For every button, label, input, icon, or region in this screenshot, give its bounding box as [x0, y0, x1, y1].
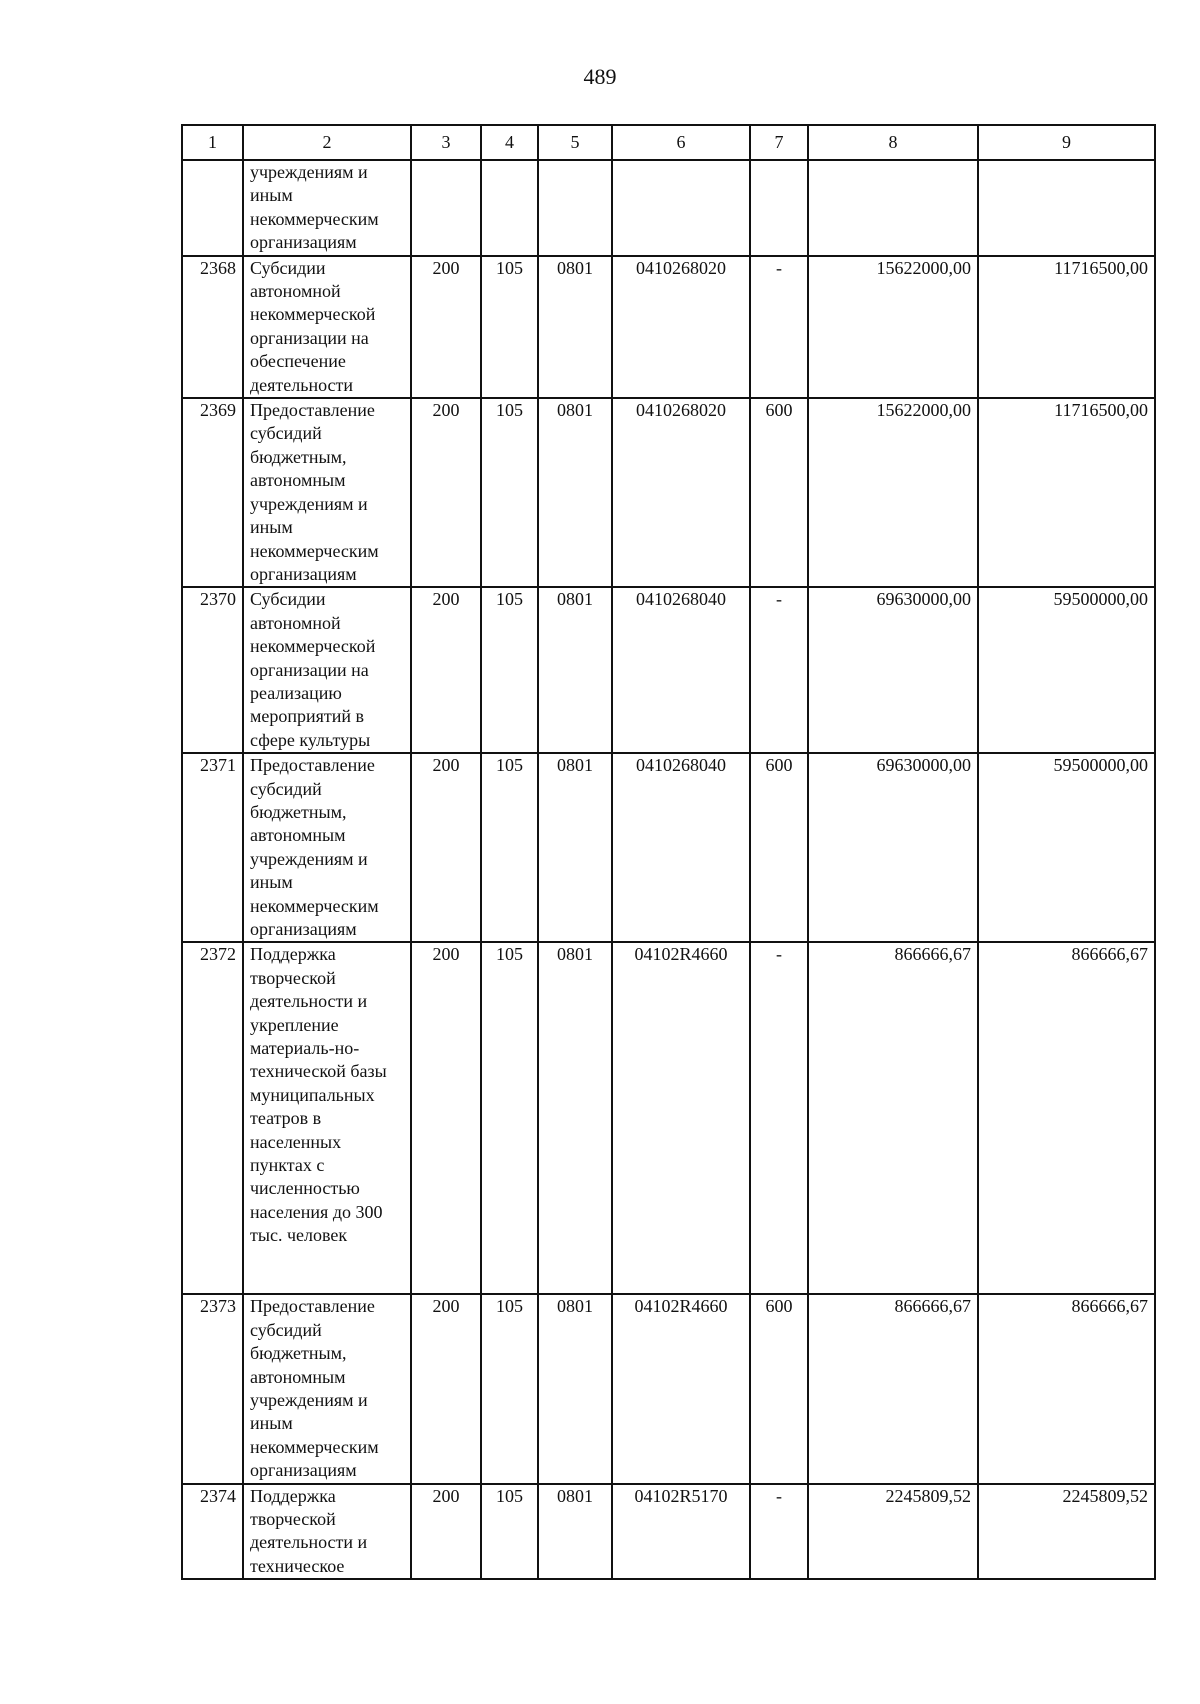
- amount-cell: 69630000,00: [808, 753, 978, 942]
- code-cell: 0801: [538, 587, 612, 753]
- table-body: [182, 160, 1155, 1579]
- code-cell: 105: [481, 587, 538, 753]
- code-cell: 04102R4660: [612, 1294, 750, 1483]
- code-cell: [538, 160, 612, 256]
- amount-cell: 2245809,52: [808, 1484, 978, 1580]
- header-cell: 8: [808, 125, 978, 160]
- code-cell: [612, 160, 750, 256]
- header-cell: 5: [538, 125, 612, 160]
- header-cell: 4: [481, 125, 538, 160]
- code-cell: -: [750, 942, 808, 1294]
- code-cell: -: [750, 587, 808, 753]
- amount-cell: 11716500,00: [978, 398, 1155, 587]
- description-cell: Субсидии автономной некоммерческой организации на обеспечение деятельности: [243, 256, 411, 398]
- header-cell: 1: [182, 125, 243, 160]
- header-cell: 3: [411, 125, 481, 160]
- code-cell: 0801: [538, 1484, 612, 1580]
- table-row: [182, 753, 1155, 942]
- page-number: 489: [583, 64, 617, 89]
- table-row: [182, 256, 1155, 398]
- description-cell: Предоставление субсидий бюджетным, автономным учреждениям и иным некоммерческим организациям: [243, 753, 411, 942]
- code-cell: 105: [481, 1484, 538, 1580]
- header-cell: 7: [750, 125, 808, 160]
- code-cell: 600: [750, 1294, 808, 1483]
- description-cell: учреждениям и иным некоммерческим организациям: [243, 160, 411, 256]
- code-cell: -: [750, 1484, 808, 1580]
- code-cell: 105: [481, 256, 538, 398]
- table-row: [182, 1484, 1155, 1580]
- code-cell: 0801: [538, 398, 612, 587]
- code-cell: 0801: [538, 256, 612, 398]
- amount-cell: 59500000,00: [978, 587, 1155, 753]
- code-cell: 0801: [538, 753, 612, 942]
- code-cell: 04102R5170: [612, 1484, 750, 1580]
- code-cell: [411, 160, 481, 256]
- amount-cell: 866666,67: [808, 1294, 978, 1483]
- description-cell: Предоставление субсидий бюджетным, автономным учреждениям и иным некоммерческим организациям: [243, 398, 411, 587]
- table-header-row: [182, 125, 1155, 160]
- row-number-cell: 2374: [182, 1484, 243, 1580]
- code-cell: 105: [481, 942, 538, 1294]
- code-cell: 200: [411, 942, 481, 1294]
- code-cell: 0410268020: [612, 256, 750, 398]
- code-cell: 200: [411, 753, 481, 942]
- row-number-cell: 2370: [182, 587, 243, 753]
- description-cell: Поддержка творческой деятельности и укрепление материаль-но-технической базы муниципальных театров в населенных пунктах с численностью населения до 300 тыс. человек: [243, 942, 411, 1294]
- code-cell: 0410268020: [612, 398, 750, 587]
- table-header: [182, 125, 1155, 160]
- code-cell: 105: [481, 1294, 538, 1483]
- row-number-cell: 2369: [182, 398, 243, 587]
- row-number-cell: 2373: [182, 1294, 243, 1483]
- description-cell: Поддержка творческой деятельности и техническое: [243, 1484, 411, 1580]
- code-cell: 200: [411, 1484, 481, 1580]
- row-number-cell: [182, 160, 243, 256]
- table-row: [182, 398, 1155, 587]
- code-cell: 0410268040: [612, 753, 750, 942]
- row-number-cell: 2372: [182, 942, 243, 1294]
- code-cell: 200: [411, 587, 481, 753]
- code-cell: 0801: [538, 1294, 612, 1483]
- amount-cell: 69630000,00: [808, 587, 978, 753]
- amount-cell: 11716500,00: [978, 256, 1155, 398]
- description-cell: Предоставление субсидий бюджетным, автономным учреждениям и иным некоммерческим организациям: [243, 1294, 411, 1483]
- amount-cell: 15622000,00: [808, 256, 978, 398]
- amount-cell: 866666,67: [808, 942, 978, 1294]
- code-cell: -: [750, 256, 808, 398]
- table-row: [182, 1294, 1155, 1483]
- row-number-cell: 2368: [182, 256, 243, 398]
- amount-cell: [978, 160, 1155, 256]
- code-cell: 600: [750, 398, 808, 587]
- header-cell: 9: [978, 125, 1155, 160]
- code-cell: 0410268040: [612, 587, 750, 753]
- amount-cell: 2245809,52: [978, 1484, 1155, 1580]
- description-cell: Субсидии автономной некоммерческой организации на реализацию мероприятий в сфере культуры: [243, 587, 411, 753]
- code-cell: [750, 160, 808, 256]
- amount-cell: 866666,67: [978, 1294, 1155, 1483]
- header-cell: 2: [243, 125, 411, 160]
- code-cell: 200: [411, 256, 481, 398]
- code-cell: 600: [750, 753, 808, 942]
- amount-cell: 866666,67: [978, 942, 1155, 1294]
- code-cell: 200: [411, 1294, 481, 1483]
- header-cell: 6: [612, 125, 750, 160]
- code-cell: 04102R4660: [612, 942, 750, 1294]
- code-cell: 0801: [538, 942, 612, 1294]
- table-row: [182, 160, 1155, 256]
- row-number-cell: 2371: [182, 753, 243, 942]
- code-cell: [481, 160, 538, 256]
- table-row: [182, 942, 1155, 1294]
- budget-table: [181, 124, 1156, 1580]
- table-row: [182, 587, 1155, 753]
- amount-cell: 15622000,00: [808, 398, 978, 587]
- code-cell: 200: [411, 398, 481, 587]
- code-cell: 105: [481, 398, 538, 587]
- amount-cell: [808, 160, 978, 256]
- code-cell: 105: [481, 753, 538, 942]
- amount-cell: 59500000,00: [978, 753, 1155, 942]
